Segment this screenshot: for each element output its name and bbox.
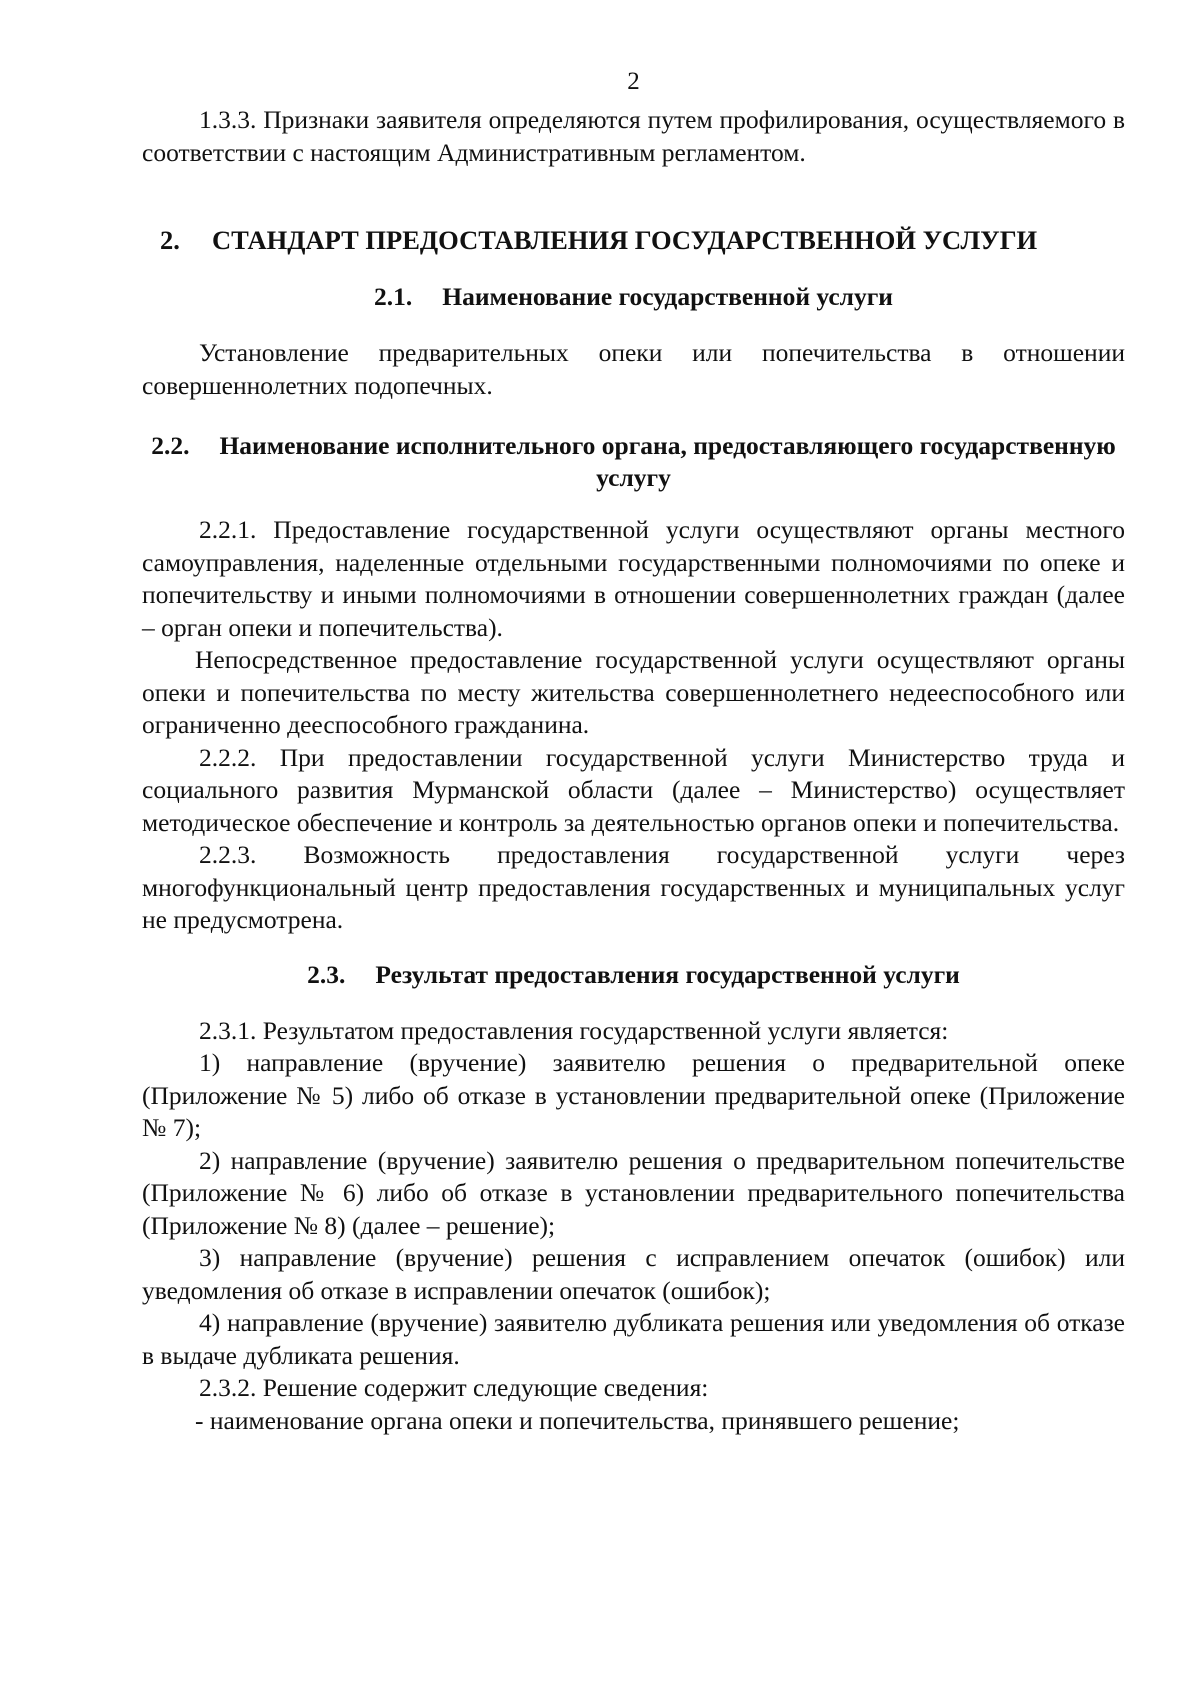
section-2-number: 2.: [160, 225, 180, 255]
bullet-item-1: - наименование органа опеки и попечительства, принявшего решение;: [195, 1405, 960, 1435]
list-item-1: 1) направление (вручение) заявителю решения о предварительной опеке (Приложение № 5) либо об отказе в установлении предварительной опеке (Приложение № 7);: [142, 1048, 1125, 1142]
paragraph-2-3-2: 2.3.2. Решение содержит следующие сведения:: [199, 1373, 709, 1402]
section-2-1-title: Наименование государственной услуги: [442, 282, 894, 311]
section-2-2-number: 2.2.: [151, 431, 190, 460]
paragraph-1-3-3: 1.3.3. Признаки заявителя определяются путем профилирования, осуществляемого в соответствии с настоящим Административным регламентом.: [142, 105, 1125, 167]
section-2-3-body: [142, 1015, 1125, 1438]
list-item-3: 3) направление (вручение) решения с исправлением опечаток (ошибок) или уведомления об отказе в исправлении опечаток (ошибок);: [142, 1243, 1125, 1305]
paragraph-2-2-1-cont: Непосредственное предоставление государственной услуги осуществляют органы опеки и попечительства по месту жительства совершеннолетнего недееспособного или ограниченно дееспособного гражданина.: [142, 645, 1125, 739]
section-2-1-heading: [142, 281, 1125, 313]
section-2-1-paragraph: Установление предварительных опеки или попечительства в отношении совершеннолетних подопечных.: [142, 338, 1125, 400]
paragraph-2-2-2: 2.2.2. При предоставлении государственной услуги Министерство труда и социального развития Мурманской области (далее – Министерство) осуществляет методическое обеспечение и контроль за деятельностью органов опеки и попечительства.: [142, 742, 1125, 837]
section-2-2-title: Наименование исполнительного органа, предоставляющего государственную услугу: [219, 431, 1116, 492]
document-page: [142, 68, 1125, 1437]
list-item-2: 2) направление (вручение) заявителю решения о предварительном попечительстве (Приложение № 6) либо об отказе в установлении предварительного попечительства (Приложение № 8) (далее – решение);: [142, 1145, 1125, 1240]
section-2-3-title: Результат предоставления государственной услуги: [375, 959, 960, 989]
section-2-1-number: 2.1.: [373, 282, 413, 311]
paragraph-2-2-1: 2.2.1. Предоставление государственной услуги осуществляют органы местного самоуправления, наделенные отдельными государственными полномочиями по опеке и попечительству и иными полномочиями в отношении совершеннолетних граждан (далее – орган опеки и попечительства).: [142, 515, 1125, 642]
paragraph-2-3-1: 2.3.1. Результатом предоставления государственной услуги является:: [199, 1015, 949, 1045]
section-2-title: СТАНДАРТ ПРЕДОСТАВЛЕНИЯ ГОСУДАРСТВЕННОЙ УСЛУГИ: [212, 225, 1038, 255]
section-2-2-body: [142, 514, 1125, 937]
section-2-3-number: 2.3.: [307, 959, 346, 989]
paragraph-2-2-3: 2.2.3. Возможность предоставления государственной услуги через многофункциональный центр предоставления государственных и муниципальных услуг не предусмотрена.: [142, 840, 1125, 934]
list-item-4: 4) направление (вручение) заявителю дубликата решения или уведомления об отказе в выдаче дубликата решения.: [142, 1308, 1125, 1370]
section-2-heading: [142, 223, 1125, 257]
section-2-3-heading: [142, 959, 1125, 991]
page-number: 2: [627, 68, 640, 95]
section-2-2-heading: [142, 430, 1125, 494]
